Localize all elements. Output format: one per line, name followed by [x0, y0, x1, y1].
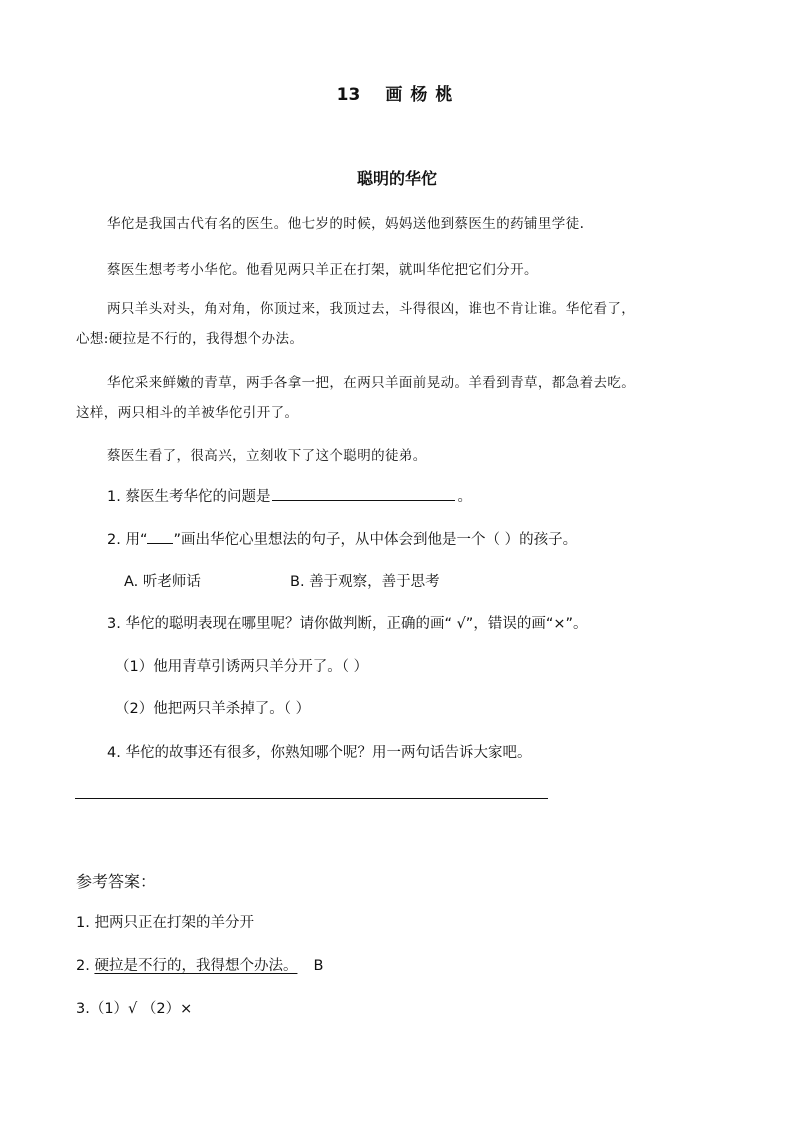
question-1: [107, 485, 472, 506]
question-3-item-2: （2）他把两只羊杀掉了。（ ）: [115, 701, 311, 717]
story-paragraph: 两只羊头对头，角对角，你顶过来，我顶过去，斗得很凶，谁也不肯让谁。华佗看了，: [107, 301, 636, 317]
underline-mark-blank: [147, 531, 173, 544]
question-2: [107, 528, 577, 549]
question-3-item-1: （1）他用青草引诱两只羊分开了。（ ）: [115, 659, 369, 675]
answer-2-sentence: 硬拉是不行的，我得想个办法。: [94, 958, 298, 974]
story-title: 聪明的华佗: [356, 169, 437, 188]
lesson-title-char: 桃: [435, 85, 455, 105]
story-paragraph: 蔡医生想考考小华佗。他看见两只羊正在打架，就叫华佗把它们分开。: [107, 262, 538, 278]
story-paragraph: 华佗采来鲜嫩的青草，两手各拿一把，在两只羊面前晃动。羊看到青草，都急着去吃。: [107, 375, 636, 391]
lesson-title-char: 画: [385, 85, 405, 105]
question-3: 3. 华佗的聪明表现在哪里呢？请你做判断，正确的画“ √”，错误的画“×”。: [107, 616, 588, 632]
question-2-text: 2. 用“: [107, 532, 148, 548]
question-1-text: 1. 蔡医生考华佗的问题是: [107, 489, 271, 505]
answer-line[interactable]: [75, 798, 548, 799]
lesson-title: [0, 80, 794, 105]
lesson-number: 13: [336, 85, 361, 105]
question-2-text-end: ”画出华佗心里想法的句子，从中体会到他是一个（ ）的孩子。: [173, 532, 578, 548]
answer-3: 3.（1）√ （2）×: [76, 1001, 193, 1017]
question-1-end: 。: [457, 489, 472, 505]
question-4: 4. 华佗的故事还有很多，你熟知哪个呢？用一两句话告诉大家吧。: [107, 745, 532, 761]
answer-blank[interactable]: [272, 486, 455, 501]
lesson-title-char: 杨: [410, 85, 430, 105]
question-2-option-a[interactable]: A. 听老师话: [124, 574, 201, 590]
answer-2-choice: B: [313, 958, 324, 974]
answer-2: [76, 954, 323, 975]
story-paragraph: 蔡医生看了，很高兴，立刻收下了这个聪明的徒弟。: [107, 448, 427, 464]
story-paragraph: 华佗是我国古代有名的医生。他七岁的时候，妈妈送他到蔡医生的药铺里学徒.: [107, 216, 585, 232]
story-paragraph-continued: 这样，两只相斗的羊被华佗引开了。: [76, 405, 299, 421]
story-paragraph-continued: 心想:硬拉是不行的，我得想个办法。: [76, 331, 304, 347]
question-2-option-b[interactable]: B. 善于观察，善于思考: [290, 574, 440, 590]
answer-1: 1. 把两只正在打架的羊分开: [76, 915, 254, 931]
answer-2-number: 2.: [76, 958, 95, 974]
answers-heading: 参考答案：: [76, 872, 157, 891]
